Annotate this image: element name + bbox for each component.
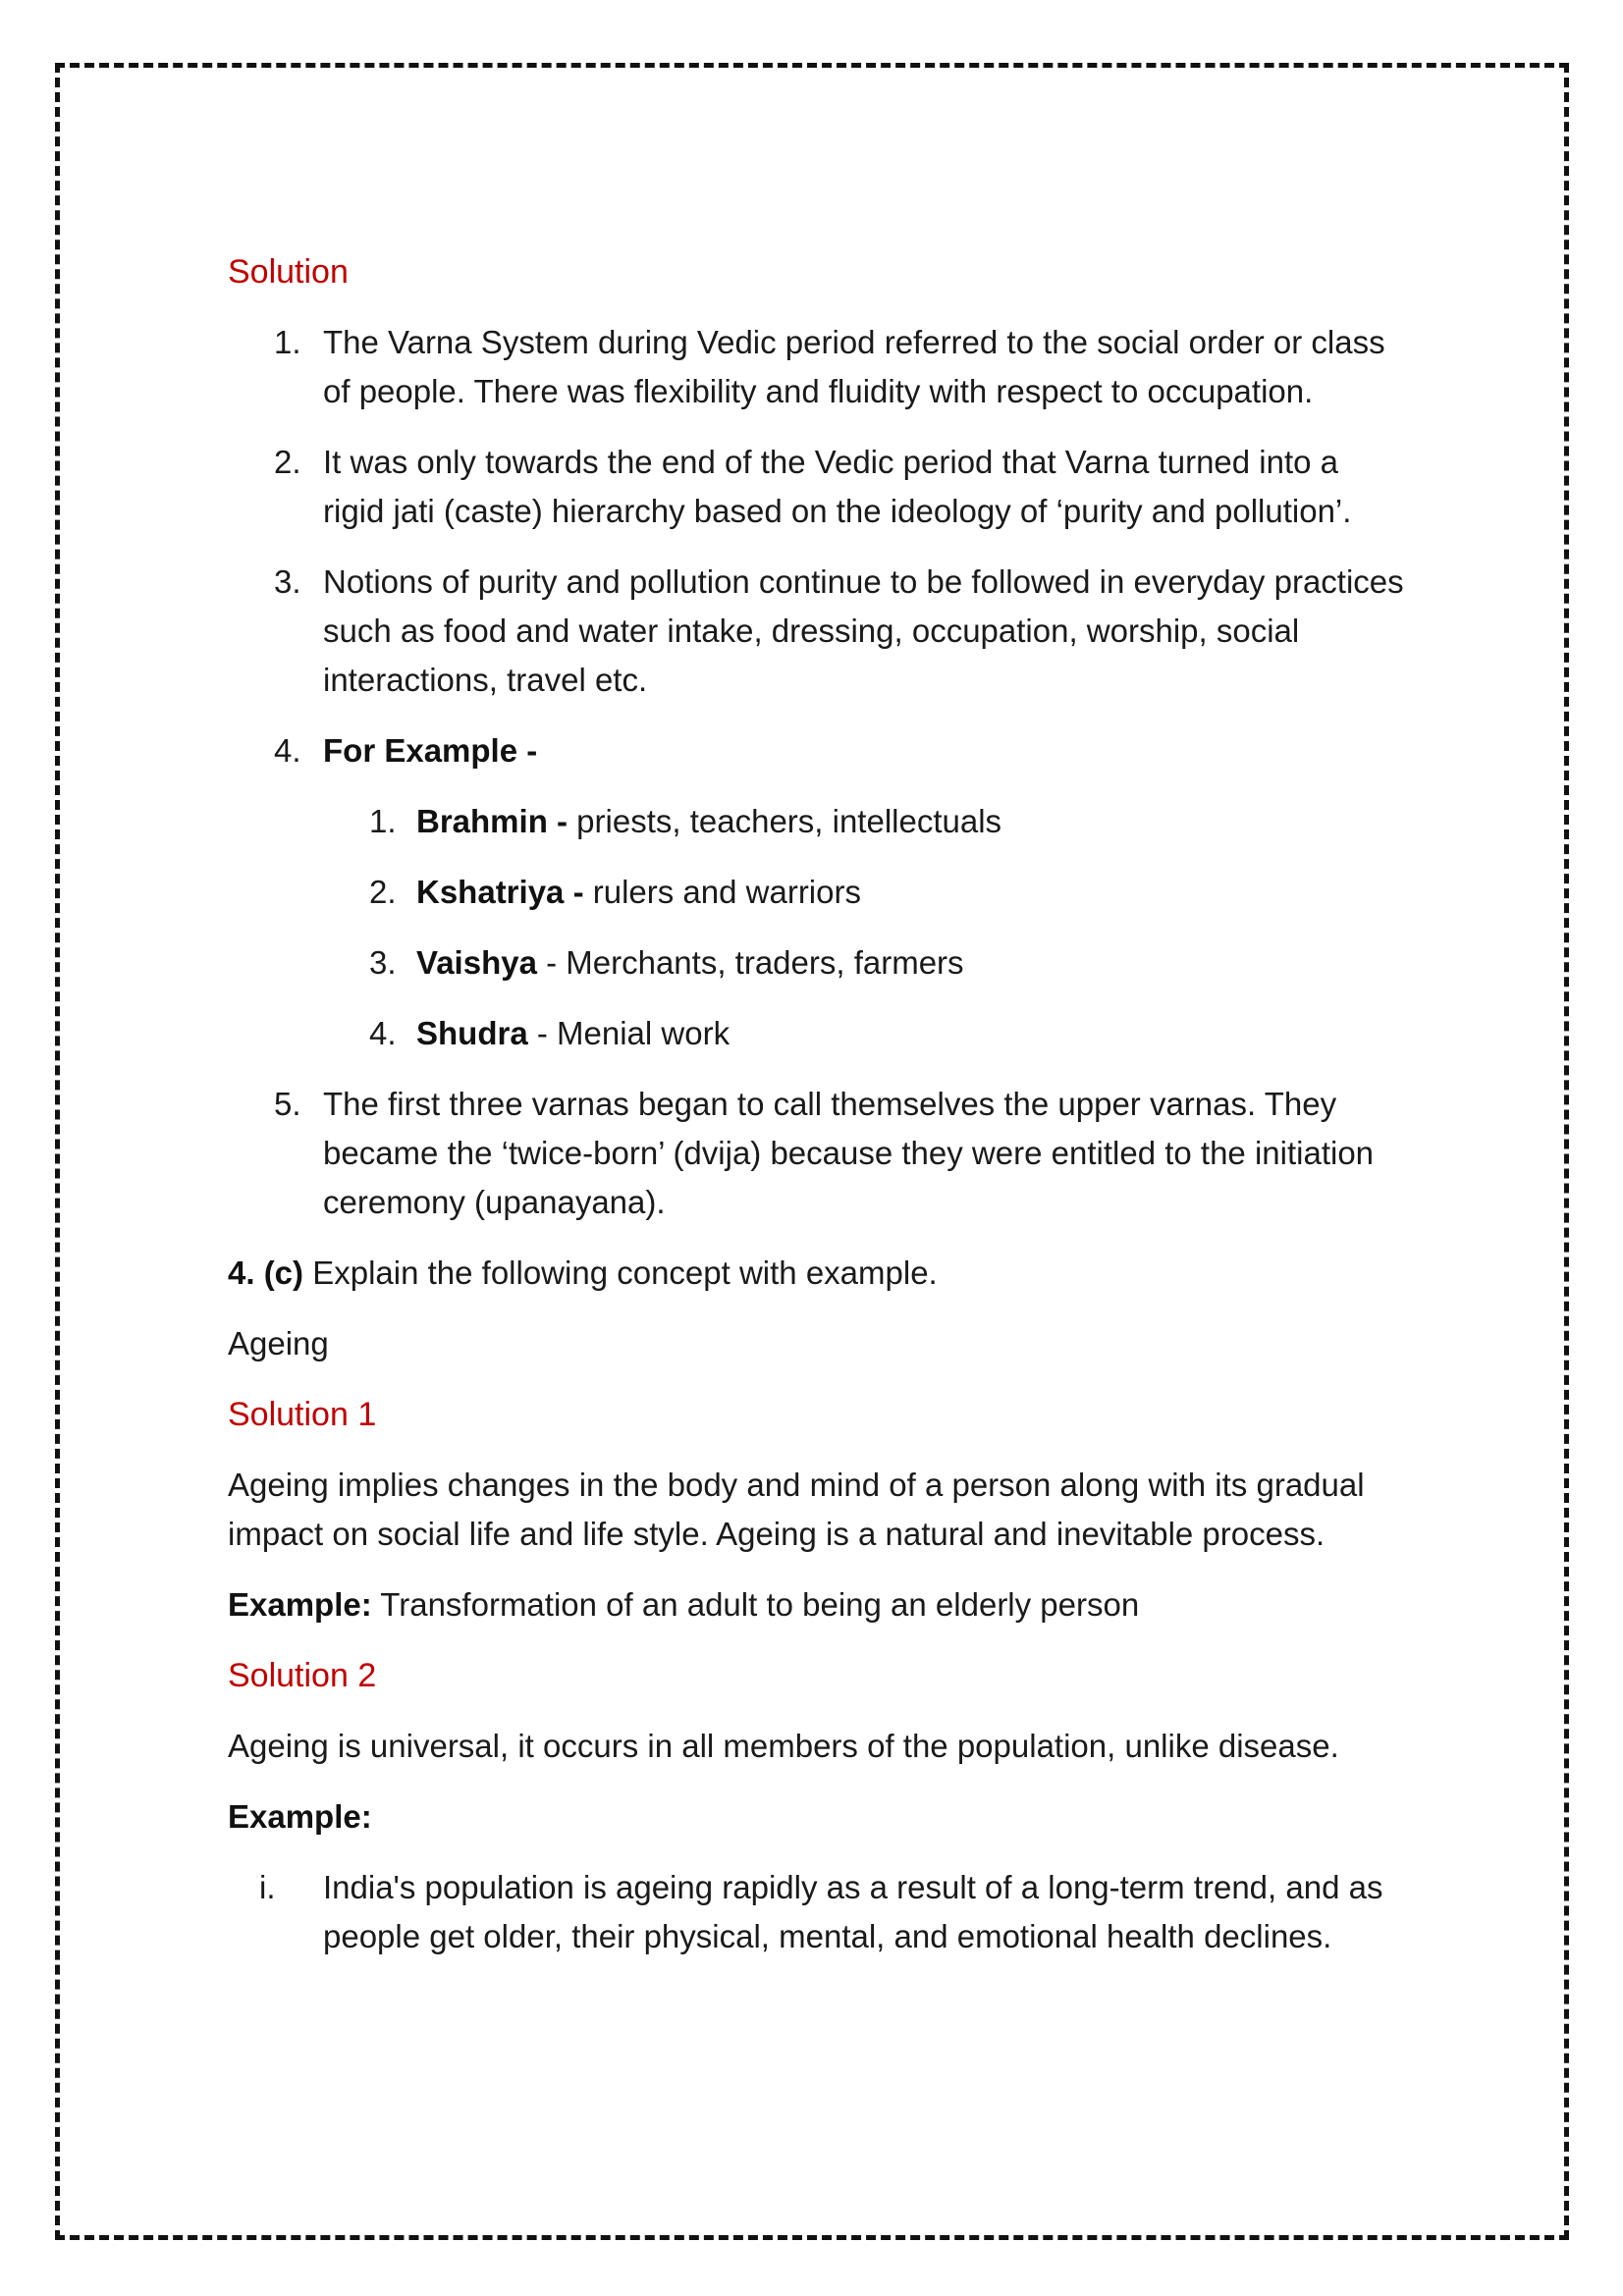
- sublist-item: [323, 797, 1406, 846]
- sublist-item: [323, 868, 1406, 917]
- list-item: [228, 558, 1406, 705]
- varna-description: - Menial work: [527, 1015, 730, 1051]
- list-number: 4.: [274, 732, 301, 769]
- solution-1-example: [228, 1580, 1406, 1629]
- list-item: [228, 1863, 1406, 1961]
- solution-1-heading: Solution 1: [228, 1396, 377, 1433]
- question-number: 4. (c): [228, 1255, 304, 1291]
- example-label: For Example -: [323, 732, 538, 769]
- varna-term: Kshatriya -: [416, 874, 584, 910]
- solution-1-text: Ageing implies changes in the body and mind of a person along with its gradual impact on social life and life style. Ageing is a natural and inevitable process.: [228, 1467, 1365, 1552]
- varna-description: priests, teachers, intellectuals: [568, 803, 1002, 839]
- sublist-number: 2.: [369, 874, 397, 910]
- varna-term: Vaishya: [416, 944, 537, 981]
- list-item-text: It was only towards the end of the Vedic period that Varna turned into a rigid jati (caste) hierarchy based on the ideology of ‘purity and pollution’.: [323, 444, 1352, 529]
- solution-2-example-label: Example:: [228, 1798, 372, 1835]
- list-number: 1.: [274, 324, 301, 360]
- question-line: [228, 1249, 1406, 1298]
- question-text: Explain the following concept with example.: [303, 1255, 938, 1291]
- list-number: 3.: [274, 563, 301, 600]
- list-number: 2.: [274, 444, 301, 480]
- list-number: 5.: [274, 1086, 301, 1122]
- question-topic: Ageing: [228, 1325, 329, 1362]
- list-item-text: The Varna System during Vedic period referred to the social order or class of people. There was flexibility and fluidity with respect to occupation.: [323, 324, 1385, 409]
- list-item: [228, 318, 1406, 416]
- solution-2-text: Ageing is universal, it occurs in all members of the population, unlike disease.: [228, 1728, 1339, 1764]
- sublist-number: 4.: [369, 1015, 397, 1051]
- example-label: Example:: [228, 1586, 372, 1623]
- sublist-number: 3.: [369, 944, 397, 981]
- list-item-text: The first three varnas began to call themselves the upper varnas. They became the ‘twice-born’ (dvija) because they were entitled to the initiation ceremony (upanayana).: [323, 1086, 1375, 1220]
- varna-sublist: [323, 797, 1406, 1058]
- example-text: Transformation of an adult to being an elderly person: [371, 1586, 1140, 1623]
- list-item: [228, 438, 1406, 536]
- solution-list: [228, 318, 1406, 1227]
- sublist-number: 1.: [369, 803, 397, 839]
- sublist-item: [323, 1009, 1406, 1058]
- solution-heading: Solution: [228, 253, 349, 291]
- varna-description: rulers and warriors: [583, 874, 861, 910]
- varna-term: Brahmin -: [416, 803, 568, 839]
- list-item-text: Notions of purity and pollution continue to be followed in everyday practices such as food and water intake, dressing, occupation, worship, social interactions, travel etc.: [323, 563, 1404, 698]
- list-item-text: India's population is ageing rapidly as a result of a long-term trend, and as people get older, their physical, mental, and emotional health declines.: [323, 1869, 1383, 1954]
- solution-2-heading: Solution 2: [228, 1657, 377, 1694]
- varna-description: - Merchants, traders, farmers: [536, 944, 964, 981]
- solution-2-list: [228, 1863, 1406, 1961]
- document-content: [228, 247, 1406, 1983]
- list-item: [228, 1080, 1406, 1227]
- sublist-item: [323, 938, 1406, 988]
- list-number: i.: [259, 1869, 276, 1905]
- list-item: [228, 726, 1406, 1058]
- varna-term: Shudra: [416, 1015, 528, 1051]
